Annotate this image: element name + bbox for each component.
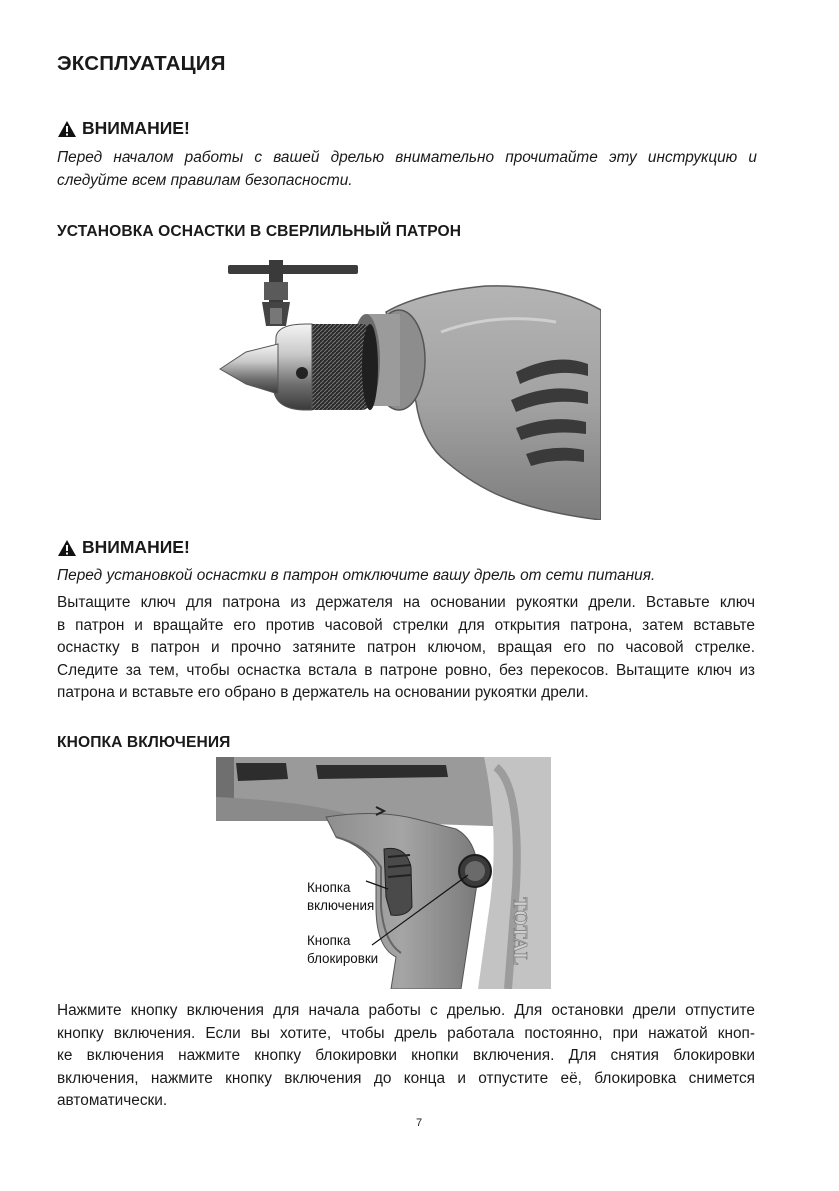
switch-instructions	[57, 1000, 755, 1113]
warning-1-line: Перед началом работы с вашей дрелью внимательно прочитайте эту инструкцию и	[57, 149, 757, 166]
brand-logo: TOTAL	[509, 897, 531, 966]
paragraph-line: оснастку в патрон и прочно затяните патрон ключом, вращая его по часовой стрелке.	[57, 639, 755, 657]
paragraph-line: Следите за тем, чтобы оснастка встала в патроне ровно, без перекосов. Вытащите ключ из	[57, 661, 755, 679]
paragraph-line: патрона и вставьте его обрано в держатель на основании рукоятки дрели.	[57, 684, 589, 702]
page-number: 7	[416, 1117, 423, 1129]
lock-button-label	[307, 932, 378, 968]
warning-1-title-text: ВНИМАНИЕ!	[82, 118, 190, 138]
warning-triangle-icon	[57, 539, 77, 557]
warning-2-text: Перед установкой оснастки в патрон отключите вашу дрель от сети питания.	[57, 567, 656, 584]
chuck-heading: УСТАНОВКА ОСНАСТКИ В СВЕРЛИЛЬНЫЙ ПАТРОН	[57, 223, 462, 240]
switch-label-line: Кнопка	[307, 880, 351, 895]
lock-label-line: блокировки	[307, 951, 379, 966]
drill-switch-illustration	[216, 757, 551, 989]
lock-label-line: Кнопка	[307, 933, 351, 948]
paragraph-line: ке включения нажмите кнопку блокировки кнопки включения. Для снятия блокировки	[57, 1047, 755, 1065]
paragraph-line: Нажмите кнопку включения для начала работы с дрелью. Для остановки дрели отпустите	[57, 1002, 755, 1019]
warning-2-title	[57, 537, 190, 558]
chuck-instructions	[57, 592, 755, 705]
section-title: ЭКСПЛУАТАЦИЯ	[57, 52, 226, 75]
warning-1-title	[57, 118, 190, 139]
switch-label-line: включения	[307, 898, 375, 913]
drill-chuck-illustration	[216, 252, 601, 520]
paragraph-line: включения, нажмите кнопку включения до конца и отпустите её, блокировка снимется	[57, 1069, 755, 1087]
paragraph-line: кнопку включения. Если вы хотите, чтобы дрель работала постоянно, при нажатой кноп-	[57, 1024, 755, 1042]
paragraph-line: автоматически.	[57, 1092, 168, 1110]
switch-button-label	[307, 879, 374, 915]
paragraph-line: Вытащите ключ для патрона из держателя на основании рукоятки дрели. Вставьте ключ	[57, 594, 755, 611]
chuck-key	[228, 260, 358, 326]
warning-2-title-text: ВНИМАНИЕ!	[82, 537, 190, 557]
warning-triangle-icon	[57, 120, 77, 138]
switch-heading: КНОПКА ВКЛЮЧЕНИЯ	[57, 734, 231, 751]
warning-1-line: следуйте всем правилам безопасности.	[57, 172, 353, 189]
warning-1-text	[57, 146, 757, 192]
paragraph-line: в патрон и вращайте его против часовой стрелки для открытия патрона, затем вставьте	[57, 616, 755, 634]
